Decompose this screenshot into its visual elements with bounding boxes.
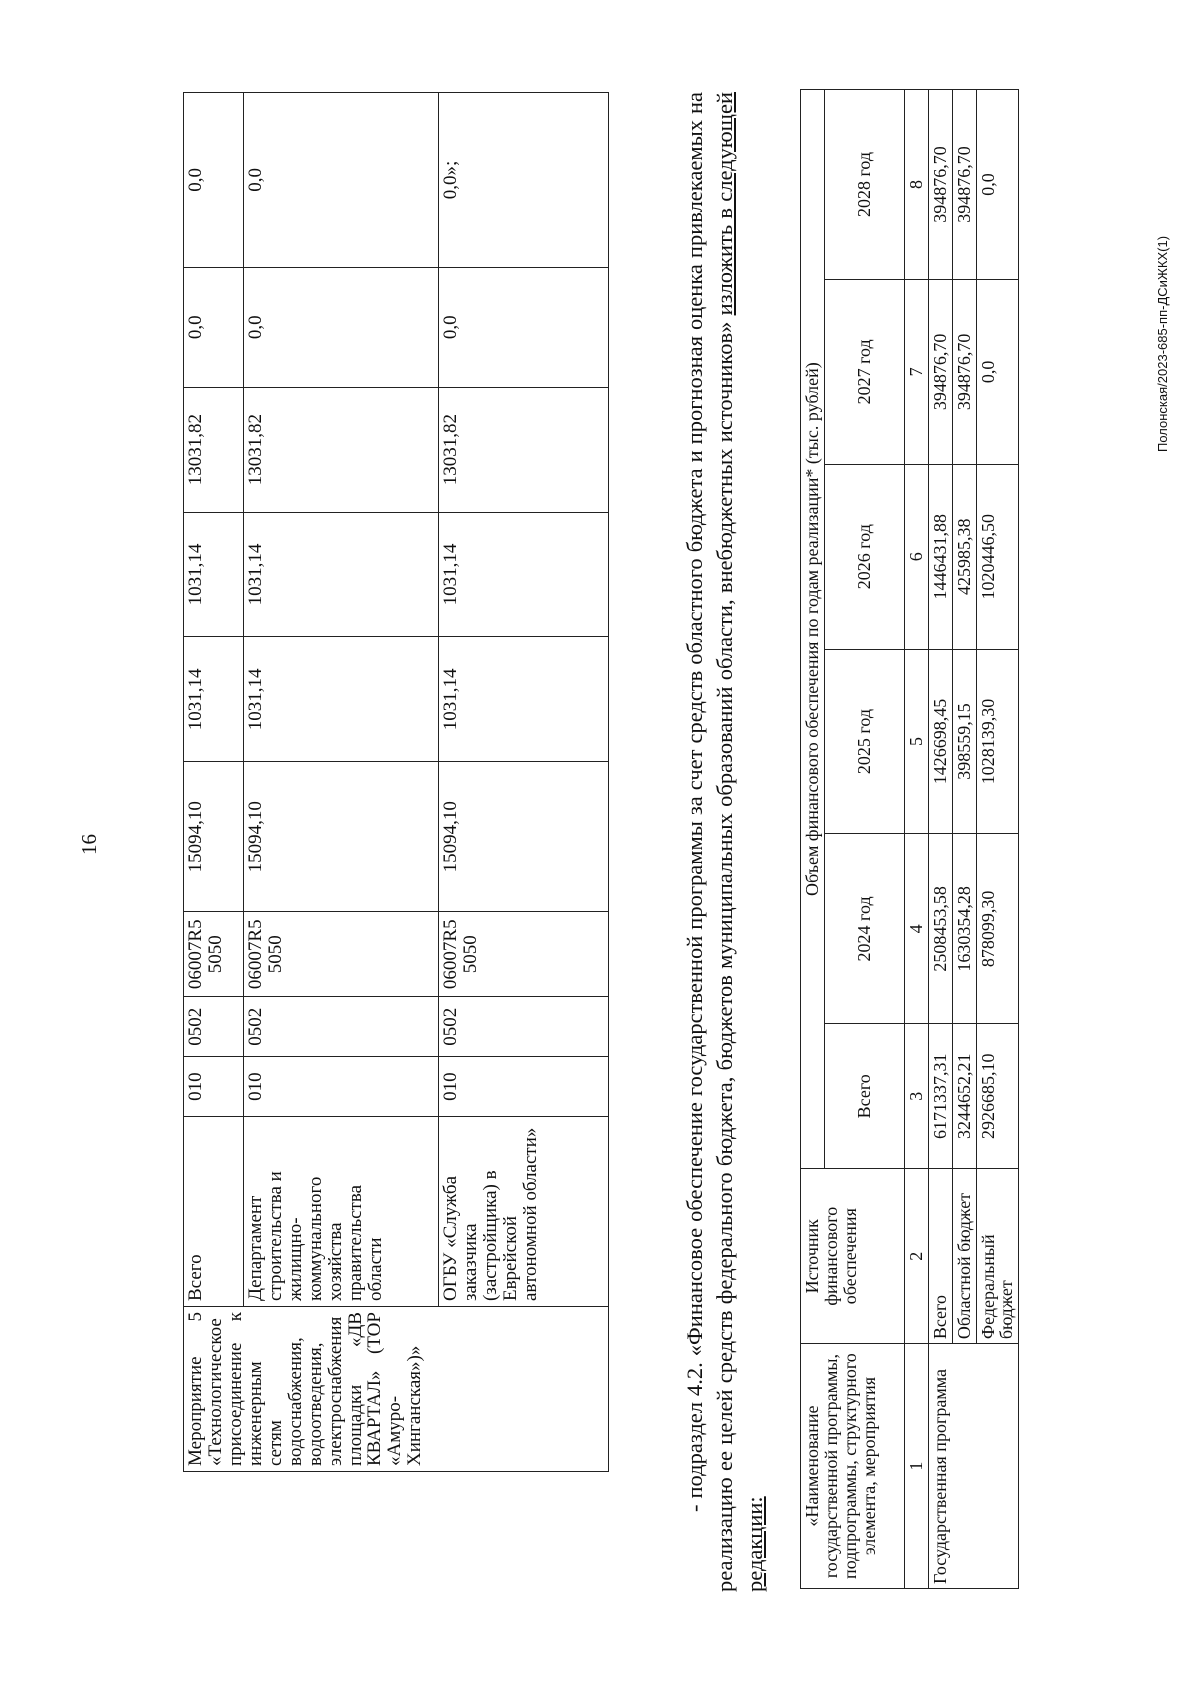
financing-table (800, 89, 1019, 1589)
total-cell: 6171337,31 (928, 1024, 952, 1169)
year-cell: 2508453,58 (928, 834, 952, 1024)
total-cell: 15094,10 (184, 762, 244, 912)
col-num: 5 (904, 649, 928, 834)
activity-table (183, 92, 609, 1472)
col-num: 4 (904, 834, 928, 1024)
header-name: «Наименование государственной программы, подпрограммы, структурного элемента, мероприятия (801, 1344, 905, 1589)
year-cell: 394876,70 (952, 279, 976, 464)
document-code: Полонская/2023-685-пп-ДСиЖКХ(1) (1155, 235, 1170, 452)
grbs-cell: 010 (184, 1057, 244, 1117)
csr-cell: 06007R5 5050 (244, 912, 439, 997)
page-number: 16 (77, 834, 101, 855)
paragraph-text: - подраздел 4.2. «Финансовое обеспечение государственной программы за счет средств областного бюджета и прогнозная оценка привлекаемых на реализацию ее целей средств федерального бюджета, бюджетов муниципальных образований области, внебюджетных источников» (682, 92, 737, 1592)
year-cell: 1426698,45 (928, 649, 952, 834)
rzpr-cell: 0502 (184, 997, 244, 1057)
col-num: 2 (904, 1169, 928, 1344)
executor-cell: ОГБУ «Служба заказчика (застройщика) в Еврейской автономной области» (439, 1117, 609, 1307)
table-row (244, 93, 439, 1472)
table-row (928, 90, 952, 1589)
year-cell: 878099,30 (976, 834, 1019, 1024)
year-cell: 425985,38 (952, 464, 976, 649)
table-row (439, 93, 609, 1472)
header-row (801, 90, 825, 1589)
year-cell: 13031,82 (244, 387, 439, 512)
executor-cell: Всего (184, 1117, 244, 1307)
year-cell: 1031,14 (244, 637, 439, 762)
year-cell: 1031,14 (184, 637, 244, 762)
amendment-paragraph (680, 92, 770, 1592)
col-num: 7 (904, 279, 928, 464)
total-cell: 15094,10 (439, 762, 609, 912)
source-cell: Областной бюджет (952, 1169, 976, 1344)
header-year: 2027 год (824, 279, 904, 464)
year-cell: 1020446,50 (976, 464, 1019, 649)
header-total: Всего (824, 1024, 904, 1169)
activity-name: Мероприятие 5 «Технологическое присоединение к инженерным сетям водоснабжения, водоотведения, электроснабжения площадки «ДВ КВАРТАЛ» (ТОР «Амуро-Хинганская»)» (184, 1307, 609, 1472)
executor-cell: Департамент строительства и жилищно-коммунального хозяйства правительства области (244, 1117, 439, 1307)
year-cell: 394876,70 (928, 90, 952, 280)
col-num: 8 (904, 90, 928, 280)
year-cell: 13031,82 (184, 387, 244, 512)
year-cell: 0,0 (976, 279, 1019, 464)
year-cell: 0,0 (184, 93, 244, 268)
year-cell: 1446431,88 (928, 464, 952, 649)
year-cell: 398559,15 (952, 649, 976, 834)
year-cell: 1031,14 (439, 637, 609, 762)
header-source: Источник финансового обеспечения (801, 1169, 905, 1344)
rzpr-cell: 0502 (244, 997, 439, 1057)
grbs-cell: 010 (439, 1057, 609, 1117)
header-year: 2024 год (824, 834, 904, 1024)
year-cell: 394876,70 (928, 279, 952, 464)
header-year: 2028 год (824, 90, 904, 280)
program-name: Государственная программа (928, 1344, 1019, 1589)
year-cell: 1028139,30 (976, 649, 1019, 834)
paragraph-underlined: изложить в следующей редакции: (712, 92, 767, 1592)
year-cell: 1031,14 (439, 512, 609, 637)
year-cell: 0,0 (244, 267, 439, 387)
year-cell: 13031,82 (439, 387, 609, 512)
header-volume: Объем финансового обеспечения по годам реализации* (тыс. рублей) (801, 90, 825, 1169)
header-year: 2025 год (824, 649, 904, 834)
grbs-cell: 010 (244, 1057, 439, 1117)
year-cell: 0,0 (244, 93, 439, 268)
year-cell: 0,0 (976, 90, 1019, 280)
year-cell: 394876,70 (952, 90, 976, 280)
header-year: 2026 год (824, 464, 904, 649)
year-cell: 0,0»; (439, 93, 609, 268)
total-cell: 15094,10 (244, 762, 439, 912)
table-row (184, 93, 244, 1472)
col-num: 3 (904, 1024, 928, 1169)
year-cell: 1031,14 (244, 512, 439, 637)
column-numbers-row (904, 90, 928, 1589)
total-cell: 2926685,10 (976, 1024, 1019, 1169)
year-cell: 0,0 (184, 267, 244, 387)
year-cell: 0,0 (439, 267, 609, 387)
source-cell: Всего (928, 1169, 952, 1344)
col-num: 6 (904, 464, 928, 649)
year-cell: 1031,14 (184, 512, 244, 637)
year-cell: 1630354,28 (952, 834, 976, 1024)
csr-cell: 06007R5 5050 (184, 912, 244, 997)
total-cell: 3244652,21 (952, 1024, 976, 1169)
col-num: 1 (904, 1344, 928, 1589)
rzpr-cell: 0502 (439, 997, 609, 1057)
source-cell: Федеральный бюджет (976, 1169, 1019, 1344)
csr-cell: 06007R5 5050 (439, 912, 609, 997)
